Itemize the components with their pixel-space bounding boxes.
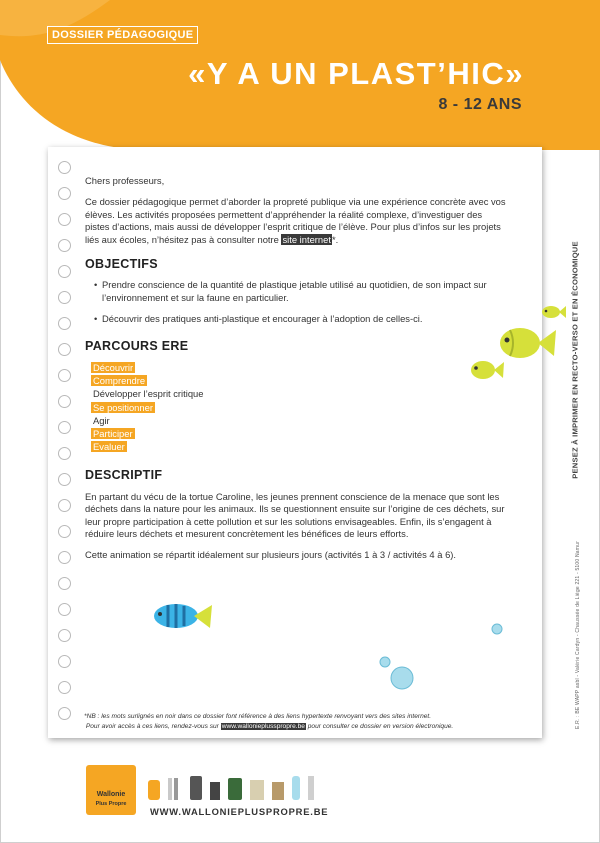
fish-icon [468, 355, 504, 385]
step-comprendre: Comprendre [93, 375, 146, 387]
page-title: «Y A UN PLAST’HIC» [188, 56, 524, 91]
step-se-positionner: Se positionner [93, 401, 153, 413]
binder-hole [58, 707, 71, 720]
binder-hole [58, 291, 71, 304]
greeting: Chers professeurs, [85, 175, 165, 186]
recycling-items-icon [146, 772, 321, 802]
footnote: *NB : les mots surlignés en noir dans ce dossier font référence à des liens hypertexte renvoyant vers des sites internet. Pour avoir accès à ces liens, rendez-vous sur www.wallonieplusspropre.be pour consulter ce dossier en version électronique. [84, 713, 454, 730]
binder-hole [58, 421, 71, 434]
descriptif-heading: DESCRIPTIF [85, 468, 163, 483]
parcours-steps [91, 361, 509, 453]
fish-icon [540, 302, 566, 322]
step-decouvrir: Découvrir [93, 362, 134, 374]
binder-hole [58, 681, 71, 694]
descriptif-paragraph: En partant du vécu de la tortue Caroline, les jeunes prennent conscience de la menace que sont les déchets dans la nature pour les animaux. Ils se questionnent ensuite sur l’origine de ces déchets, sur leur propre participation à cette pollution et sur les solutions envisageables. Enfin, ils s’engagent à réduire leurs déchets et mesurent concrètement les bénéfices de leurs efforts. [85, 490, 505, 539]
step-agir: Agir [93, 414, 110, 426]
binder-hole [58, 447, 71, 460]
binder-hole [58, 187, 71, 200]
binder-hole [58, 239, 71, 252]
list-item: • Découvrir des pratiques anti-plastique et encourager à l’adoption de celles-ci. [94, 313, 509, 325]
parcours-heading: PARCOURS ERE [85, 338, 189, 353]
step-evaluer: Evaluer [93, 441, 125, 453]
list-item: • Prendre conscience de la quantité de plastique jetable utilisé au quotidien, de son impact sur l’environnement et sur la faune en particulier. [94, 279, 509, 304]
binder-hole [58, 213, 71, 226]
binder-hole [58, 525, 71, 538]
schedule-note: Cette animation se répartit idéalement sur plusieurs jours (activités 1 à 3 / activités 4 à 6). [85, 549, 457, 561]
binder-hole [58, 395, 71, 408]
legal-note: E.R. : BE WAPP asbl - Valérie Cardyn - Chaussée de Liège 221 - 5100 Namur [575, 541, 581, 729]
website-link[interactable]: www.wallonieplusspropre.be [221, 722, 305, 730]
footer-url[interactable]: WWW.WALLONIEPLUSPROPRE.BE [150, 806, 329, 817]
step-esprit-critique: Développer l’esprit critique [93, 388, 204, 400]
binder-hole [58, 317, 71, 330]
binder-hole [58, 499, 71, 512]
binder-hole [58, 655, 71, 668]
binder-hole [58, 161, 71, 174]
binder-hole [58, 265, 71, 278]
dossier-badge: DOSSIER PÉDAGOGIQUE [47, 26, 198, 44]
site-internet-link[interactable]: site internet [282, 233, 331, 245]
binder-hole [58, 629, 71, 642]
binder-hole [58, 369, 71, 382]
binder-hole [58, 343, 71, 356]
print-note: PENSEZ À IMPRIMER EN RECTO-VERSO ET EN ÉCONOMIQUE [570, 241, 580, 479]
intro-paragraph: Ce dossier pédagogique permet d’aborder la propreté publique via une expérience concrète avec vos élèves. Les activités proposées permettent d’appréhender la réalité complexe, d’investiguer des pistes d’actions, mais aussi de développer l’esprit critique de l’élève. Pour plus d’infos sur les projets liés aux écoles, n’hésitez pas à consulter notre site internet*. [85, 196, 506, 245]
binder-hole [58, 473, 71, 486]
binder-hole [58, 551, 71, 564]
age-range: 8 - 12 ANS [438, 96, 522, 113]
fish-icon [496, 320, 556, 366]
step-participer: Participer [93, 428, 133, 439]
binder-hole [58, 603, 71, 616]
wallonie-plus-propre-logo: Wallonie Plus Propre [86, 765, 136, 815]
objectives-list [85, 279, 509, 325]
fish-icon [150, 598, 212, 634]
letter-content [85, 175, 509, 571]
bubble-icon [376, 620, 506, 700]
objectives-heading: OBJECTIFS [85, 257, 158, 272]
binder-hole [58, 577, 71, 590]
